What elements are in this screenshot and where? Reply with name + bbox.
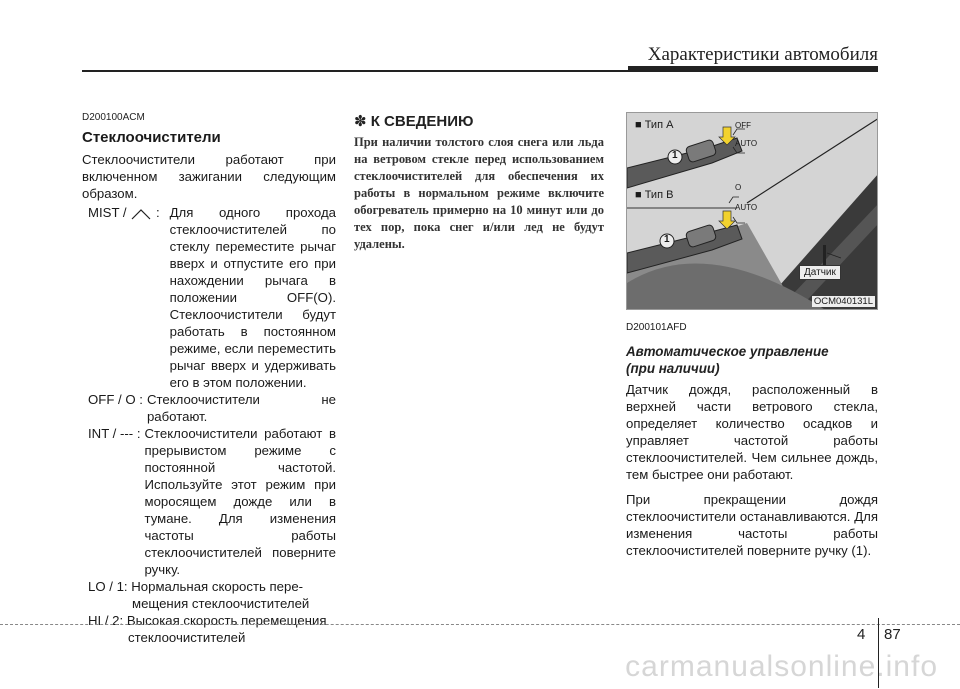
info-paragraph: При наличии толстого слоя снега или льда на ветровом стекле перед использованием стеклоочистителей для обеспечения их работы в нормальном режиме включите обогреватель примерно на 10 минут или до тех пор, пока снег и/или лед не будут удалены. xyxy=(354,135,604,251)
figure-id: OCM040131L xyxy=(813,296,873,307)
entry-hi xyxy=(82,612,336,646)
entry-key: MIST / : xyxy=(88,205,160,220)
sensor-label: Датчик xyxy=(799,265,841,280)
entry-key: LO / 1: xyxy=(88,579,128,594)
entry-int xyxy=(82,425,336,578)
entry-text-cont: стеклоочистителей xyxy=(128,630,246,645)
entry-off xyxy=(82,391,336,425)
mist-symbol-icon xyxy=(130,208,152,220)
page-number: 87 xyxy=(884,626,901,643)
running-header-title: Характеристики автомобиля xyxy=(647,44,878,65)
section-number: 4 xyxy=(857,626,866,643)
entry-text: Высокая скорость перемещения xyxy=(126,613,327,628)
rain-stop-paragraph: При прекращении дождя стеклоочистители останавливаются. Для изменения частоты работы стеклоочистителей поверните ручку (1). xyxy=(626,492,878,558)
type-b-label: ■ Тип B xyxy=(635,189,674,201)
auto-label-b: AUTO xyxy=(735,203,758,212)
entry-text-cont: мещения стеклоочистителей xyxy=(132,596,310,611)
rain-sensor-paragraph: Датчик дождя, расположенный в верхней части ветрового стекла, определяет количество осадков и управляет частотой работы стеклоочистителей. Чем сильнее дождь, тем быстрее они работают. xyxy=(626,382,878,482)
wipers-column xyxy=(82,112,336,646)
watermark: carmanualsonline.info xyxy=(625,650,938,683)
entry-text: Стеклоочистители не работают. xyxy=(146,392,336,424)
section-code: D200100ACM xyxy=(82,112,145,123)
callout-1-a: 1 xyxy=(672,150,678,161)
section-heading: Автоматическое управление (при наличии) xyxy=(626,344,829,376)
section-code: D200101AFD xyxy=(626,322,687,333)
header-rule xyxy=(82,70,878,72)
footer-rule xyxy=(0,624,960,625)
entry-key: INT / --- : xyxy=(88,426,141,441)
wiper-lever-figure xyxy=(626,112,878,310)
info-column xyxy=(354,112,604,253)
off-label: OFF xyxy=(735,121,751,130)
section-heading: Стеклоочистители xyxy=(82,129,221,146)
entry-lo xyxy=(82,578,336,612)
entry-text: Для одного прохода стеклоочистителей по стеклу переместите рычаг вверх и отпустите его при нахождении рычага в положении OFF(O). Стеклоочистители будут работать в постоянном режиме, если переместить рычаг вверх и удерживать его в этом положении. xyxy=(169,205,336,390)
rain-sensor-column xyxy=(626,112,878,559)
entry-mist xyxy=(82,204,336,391)
intro-paragraph: Стеклоочистители работают при включенном зажигании следующим образом. xyxy=(82,152,336,201)
type-a-label: ■ Тип A xyxy=(635,119,674,131)
entry-text: Нормальная скорость пере- xyxy=(131,579,304,594)
o-label: O xyxy=(735,183,742,192)
entry-text: Стеклоочистители работают в прерывистом режиме с постоянной частотой. Используйте этот режим при моросящем дожде или в тумане. Для изменения частоты работы стеклоочистителей поверните ручку. xyxy=(144,426,336,577)
entry-key: HI / 2: xyxy=(88,613,124,628)
auto-label-a: AUTO xyxy=(735,139,758,148)
info-heading: ✽ К СВЕДЕНИЮ xyxy=(354,113,474,130)
entry-key: OFF / O : xyxy=(88,392,143,407)
callout-1-b: 1 xyxy=(664,234,670,245)
